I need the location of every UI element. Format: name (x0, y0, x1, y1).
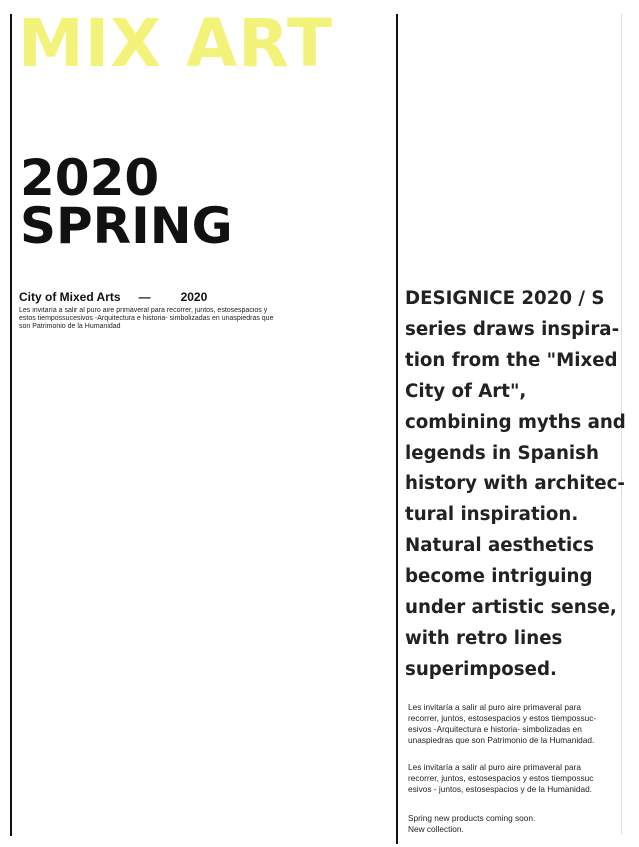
paragraph-line: recorrer, juntos, estosespacios y estos tiempossuc (408, 773, 594, 783)
left-description: Les invitaría a salir al puro aire primaveral para recorrer, juntos, estosespacios y estos tiempossucesivos -Arquitectura e historia- simbolizadas en unaspiedras que son Patrimonio de la Humanidad (19, 307, 274, 330)
paragraph-line: recorrer, juntos, estosespacios y estos tiempossuc- (408, 713, 597, 723)
paragraph-line: esivos - juntos, estosespacios y de la Humanidad. (408, 784, 593, 794)
feature-line: tural inspiration. (405, 504, 579, 526)
feature-line: tion from the "Mixed (405, 349, 618, 371)
description-paragraph (408, 702, 628, 746)
feature-line: Natural aesthetics (405, 535, 594, 557)
coming-soon-note (408, 813, 628, 835)
season-heading (20, 149, 233, 255)
feature-line: City of Art", (405, 380, 527, 402)
paragraph-line: Les invitaría a salir al puro aire primaveral para (408, 762, 581, 772)
feature-line: series draws inspira- (405, 318, 620, 340)
subtitle-dash: — (138, 290, 151, 304)
description-paragraph-2 (408, 762, 628, 795)
feature-line: under artistic sense, (405, 597, 617, 619)
feature-line: become intriguing (405, 566, 593, 588)
paragraph-line: New collection. (408, 824, 464, 834)
season-year: 2020 (20, 149, 160, 207)
subtitle-place: City of Mixed Arts (19, 290, 121, 304)
center-divider-line (396, 14, 398, 844)
paragraph-line: unaspiedras que son Patrimonio de la Humanidad. (408, 735, 595, 745)
subtitle-year: 2020 (180, 290, 208, 304)
feature-line: legends in Spanish (405, 442, 599, 464)
feature-text (405, 284, 627, 686)
subtitle-row (19, 290, 207, 304)
paragraph-line: esivos -Arquitectura e historia- simbolizadas en (408, 724, 582, 734)
left-divider-line (10, 14, 12, 836)
feature-line: DESIGNICE 2020 / S (405, 288, 605, 309)
feature-line: with retro lines (405, 627, 563, 649)
feature-line: combining myths and (405, 411, 626, 433)
paragraph-line: Les invitaría a salir al puro aire primaveral para (408, 702, 581, 712)
season-name: SPRING (20, 197, 233, 255)
feature-line: history with architec- (405, 473, 625, 495)
feature-line: superimposed. (405, 658, 557, 680)
paragraph-line: Spring new products coming soon. (408, 813, 536, 823)
brand-title: MIX ART (18, 5, 334, 82)
